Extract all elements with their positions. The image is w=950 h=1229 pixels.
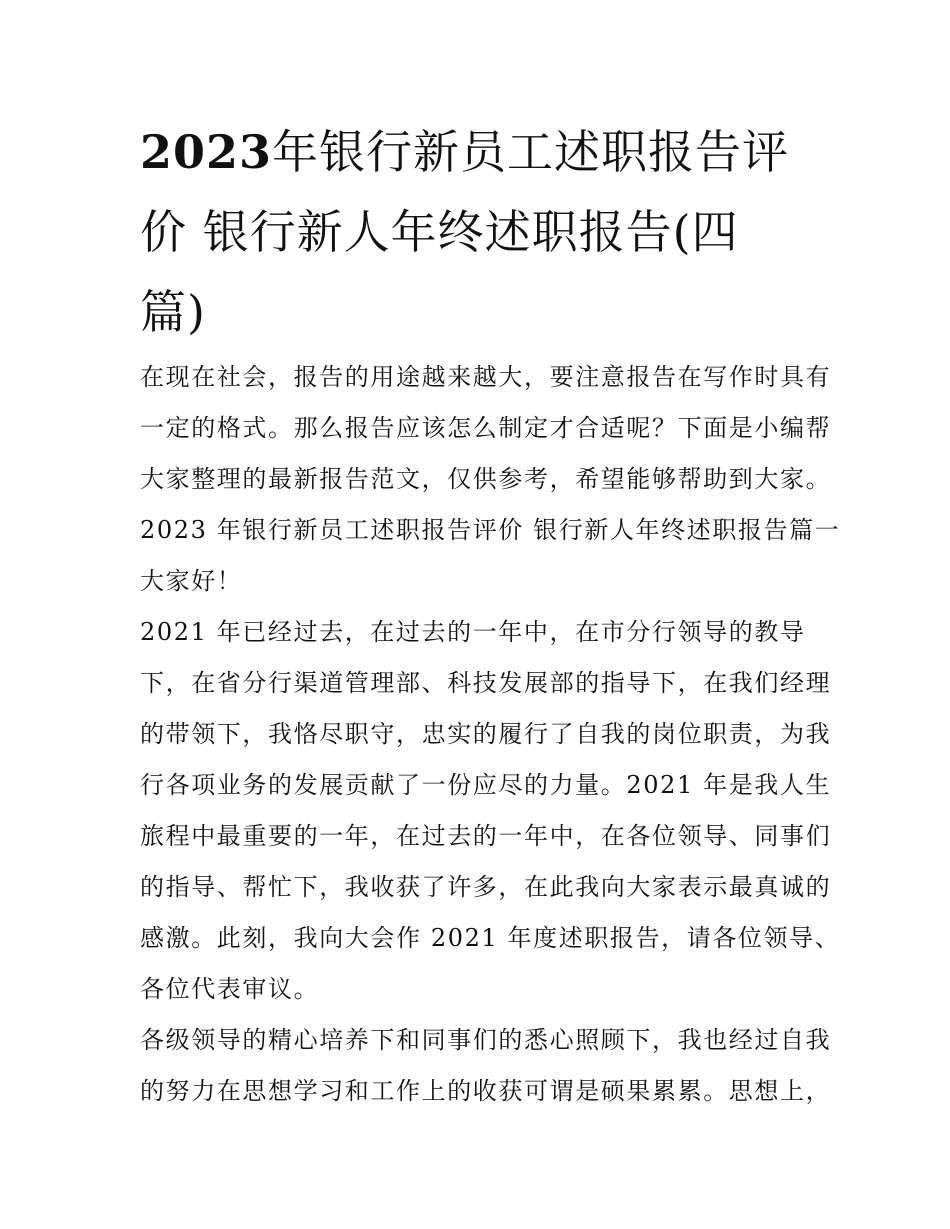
body-line: 各级领导的精心培养下和同事们的悉心照顾下，我也经过自我 bbox=[140, 1026, 832, 1054]
body-line: 在现在社会，报告的用途越来越大，要注意报告在写作时具有 bbox=[140, 363, 832, 391]
body-line: 各位代表审议。 bbox=[140, 975, 320, 1003]
body-line: 下，在省分行渠道管理部、科技发展部的指导下，在我们经理 bbox=[140, 669, 832, 697]
body-line: 的努力在思想学习和工作上的收获可谓是硕果累累。思想上， bbox=[140, 1077, 832, 1105]
title-line-1 bbox=[140, 125, 789, 179]
document-body bbox=[140, 352, 841, 1117]
body-line: 一定的格式。那么报告应该怎么制定才合适呢？下面是小编帮 bbox=[140, 414, 832, 442]
document-title bbox=[140, 112, 820, 352]
title-line-2: 价 银行新人年终述职报告(四 bbox=[140, 205, 739, 259]
body-line: 的指导、帮忙下，我收获了许多，在此我向大家表示最真诚的 bbox=[140, 873, 832, 901]
body-line: 旅程中最重要的一年，在过去的一年中，在各位领导、同事们 bbox=[140, 822, 832, 850]
body-line: 行各项业务的发展贡献了一份应尽的力量。2021 年是我人生 bbox=[140, 771, 832, 799]
body-line: 2021 年已经过去，在过去的一年中，在市分行领导的教导 bbox=[140, 618, 806, 646]
greeting: 大家好！ bbox=[140, 567, 243, 595]
body-line: 大家整理的最新报告范文，仅供参考，希望能够帮助到大家。 bbox=[140, 465, 832, 493]
section-heading: 2023 年银行新员工述职报告评价 银行新人年终述职报告篇一 bbox=[140, 516, 841, 544]
title-line-3: 篇) bbox=[140, 285, 206, 339]
title-year: 2023 bbox=[140, 125, 273, 179]
body-line: 感激。此刻，我向大会作 2021 年度述职报告，请各位领导、 bbox=[140, 924, 841, 952]
title-line-1-text: 年银行新员工述职报告评 bbox=[272, 125, 790, 179]
body-line: 的带领下，我恪尽职守，忠实的履行了自我的岗位职责，为我 bbox=[140, 720, 832, 748]
